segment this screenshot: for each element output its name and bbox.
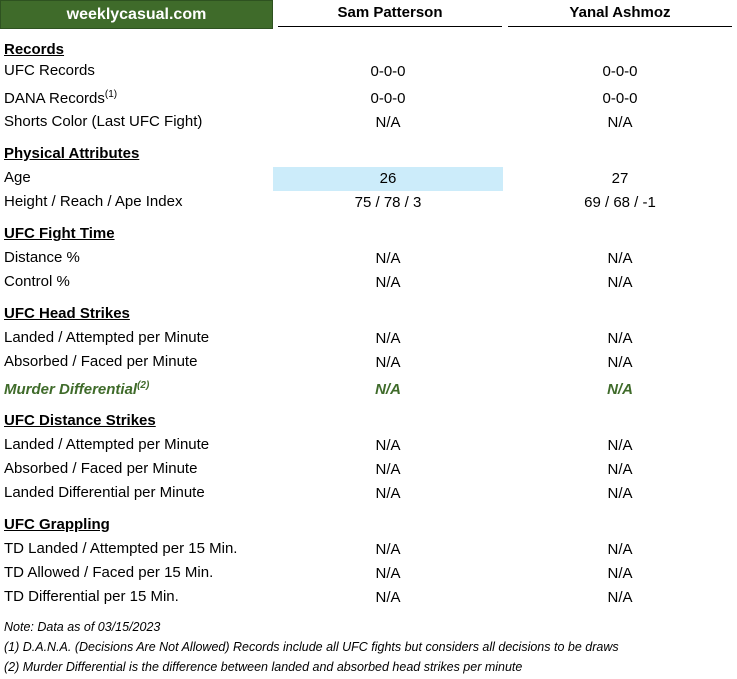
label-text: UFC Distance Strikes (4, 412, 156, 429)
stat-row (0, 562, 737, 586)
label-text: UFC Grappling (4, 516, 110, 533)
fighter-a-value: 75 / 78 / 3 (354, 194, 422, 211)
fighter-b-value: N/A (607, 437, 633, 454)
section-header-row (0, 410, 737, 434)
fighter-b-value: N/A (607, 565, 633, 582)
stat-label (4, 193, 182, 210)
stat-label (4, 436, 209, 453)
stat-row (0, 378, 737, 402)
fighter-b-value: 0-0-0 (602, 63, 638, 80)
label-text: TD Allowed / Faced per 15 Min. (4, 564, 214, 581)
fighter-b-value: N/A (607, 461, 633, 478)
footnote-marker: (1) (104, 89, 118, 100)
fighter-a-value: N/A (375, 541, 401, 558)
label-text: Landed / Attempted per Minute (4, 329, 210, 346)
fighter-b-value: N/A (607, 541, 633, 558)
fighter-a-value: N/A (375, 330, 401, 347)
label-text: Landed Differential per Minute (4, 484, 205, 501)
fighter-a-header: Sam Patterson (278, 4, 502, 27)
label-text: Absorbed / Faced per Minute (4, 460, 198, 477)
stat-label (4, 380, 149, 398)
section-header-row (0, 514, 737, 538)
fighter-b-value: N/A (607, 250, 633, 267)
fighter-a-value: N/A (375, 250, 401, 267)
label-text: UFC Records (4, 62, 95, 79)
fighter-a-value: 26 (273, 167, 503, 191)
stat-label (4, 273, 70, 290)
stat-row (0, 60, 737, 84)
label-text: UFC Fight Time (4, 225, 115, 242)
label-text: TD Differential per 15 Min. (4, 588, 179, 605)
fighter-a-value: N/A (375, 461, 401, 478)
label-text: Physical Attributes (4, 145, 140, 162)
label-text: DANA Records (4, 90, 105, 107)
stat-row (0, 538, 737, 562)
label-text: Absorbed / Faced per Minute (4, 353, 198, 370)
stat-row (0, 434, 737, 458)
stat-label (4, 249, 80, 266)
fighter-a-value: N/A (375, 381, 401, 398)
footnote-text: (1) D.A.N.A. (Decisions Are Not Allowed) Records include all UFC fights but considers all decisions to be draws (4, 640, 619, 654)
stat-row (0, 351, 737, 375)
stat-row (0, 327, 737, 351)
stat-row (0, 87, 737, 111)
fighter-a-value: N/A (375, 485, 401, 502)
label-text: Records (4, 41, 65, 58)
section-header-row (0, 223, 737, 247)
site-brand-banner: weeklycasual.com (0, 0, 273, 29)
fighter-b-value: N/A (607, 381, 633, 398)
fighter-b-value: N/A (607, 114, 633, 131)
fighter-b-value: 0-0-0 (602, 90, 638, 107)
fighter-a-value: N/A (375, 274, 401, 291)
label-text: Height / Reach / Ape Index (4, 193, 183, 210)
fighter-b-value: N/A (607, 589, 633, 606)
label-text: Age (4, 169, 31, 186)
fighter-a-value: 0-0-0 (370, 90, 406, 107)
stat-row (0, 167, 737, 191)
fighter-a-value: 0-0-0 (370, 63, 406, 80)
fighter-b-value: 69 / 68 / -1 (584, 194, 656, 211)
fighter-a-value: N/A (375, 565, 401, 582)
stat-row (0, 482, 737, 506)
stat-label (4, 540, 237, 557)
fighter-a-value: N/A (375, 114, 401, 131)
label-text: Landed / Attempted per Minute (4, 436, 210, 453)
section-title (4, 412, 156, 429)
section-title (4, 516, 110, 533)
stat-label (4, 62, 95, 79)
section-title (4, 41, 64, 58)
stat-label (4, 588, 179, 605)
section-title (4, 225, 115, 242)
label-text: Control % (4, 273, 70, 290)
footnote-marker: (2) (137, 380, 150, 391)
fighter-b-value: N/A (607, 330, 633, 347)
stat-row (0, 271, 737, 295)
stat-label (4, 460, 197, 477)
label-text: Murder Differential (4, 381, 138, 398)
label-text: Distance % (4, 249, 80, 266)
fighter-a-value: N/A (375, 589, 401, 606)
fighter-b-value: N/A (607, 274, 633, 291)
stat-row (0, 586, 737, 610)
stat-row (0, 191, 737, 215)
fighter-b-header: Yanal Ashmoz (508, 4, 732, 27)
section-header-row (0, 303, 737, 327)
label-text: UFC Head Strikes (4, 305, 130, 322)
section-header-row (0, 143, 737, 167)
stat-row (0, 111, 737, 135)
fighter-b-value: N/A (607, 354, 633, 371)
stat-row (0, 458, 737, 482)
label-text: Shorts Color (Last UFC Fight) (4, 113, 203, 130)
stat-label (4, 353, 197, 370)
stat-label (4, 484, 205, 501)
label-text: TD Landed / Attempted per 15 Min. (4, 540, 238, 557)
fighter-a-value: N/A (375, 354, 401, 371)
fighter-b-value: 27 (611, 170, 629, 187)
fighter-a-value: N/A (375, 437, 401, 454)
stat-label (4, 89, 117, 107)
stat-label (4, 329, 209, 346)
stat-row (0, 247, 737, 271)
stat-label (4, 113, 202, 130)
stat-label (4, 169, 31, 186)
footnote-text: (2) Murder Differential is the difference between landed and absorbed head strikes per minute (4, 660, 523, 674)
footnote-text: Note: Data as of 03/15/2023 (4, 620, 161, 634)
stat-label (4, 564, 213, 581)
section-title (4, 145, 139, 162)
section-title (4, 305, 130, 322)
fighter-b-value: N/A (607, 485, 633, 502)
